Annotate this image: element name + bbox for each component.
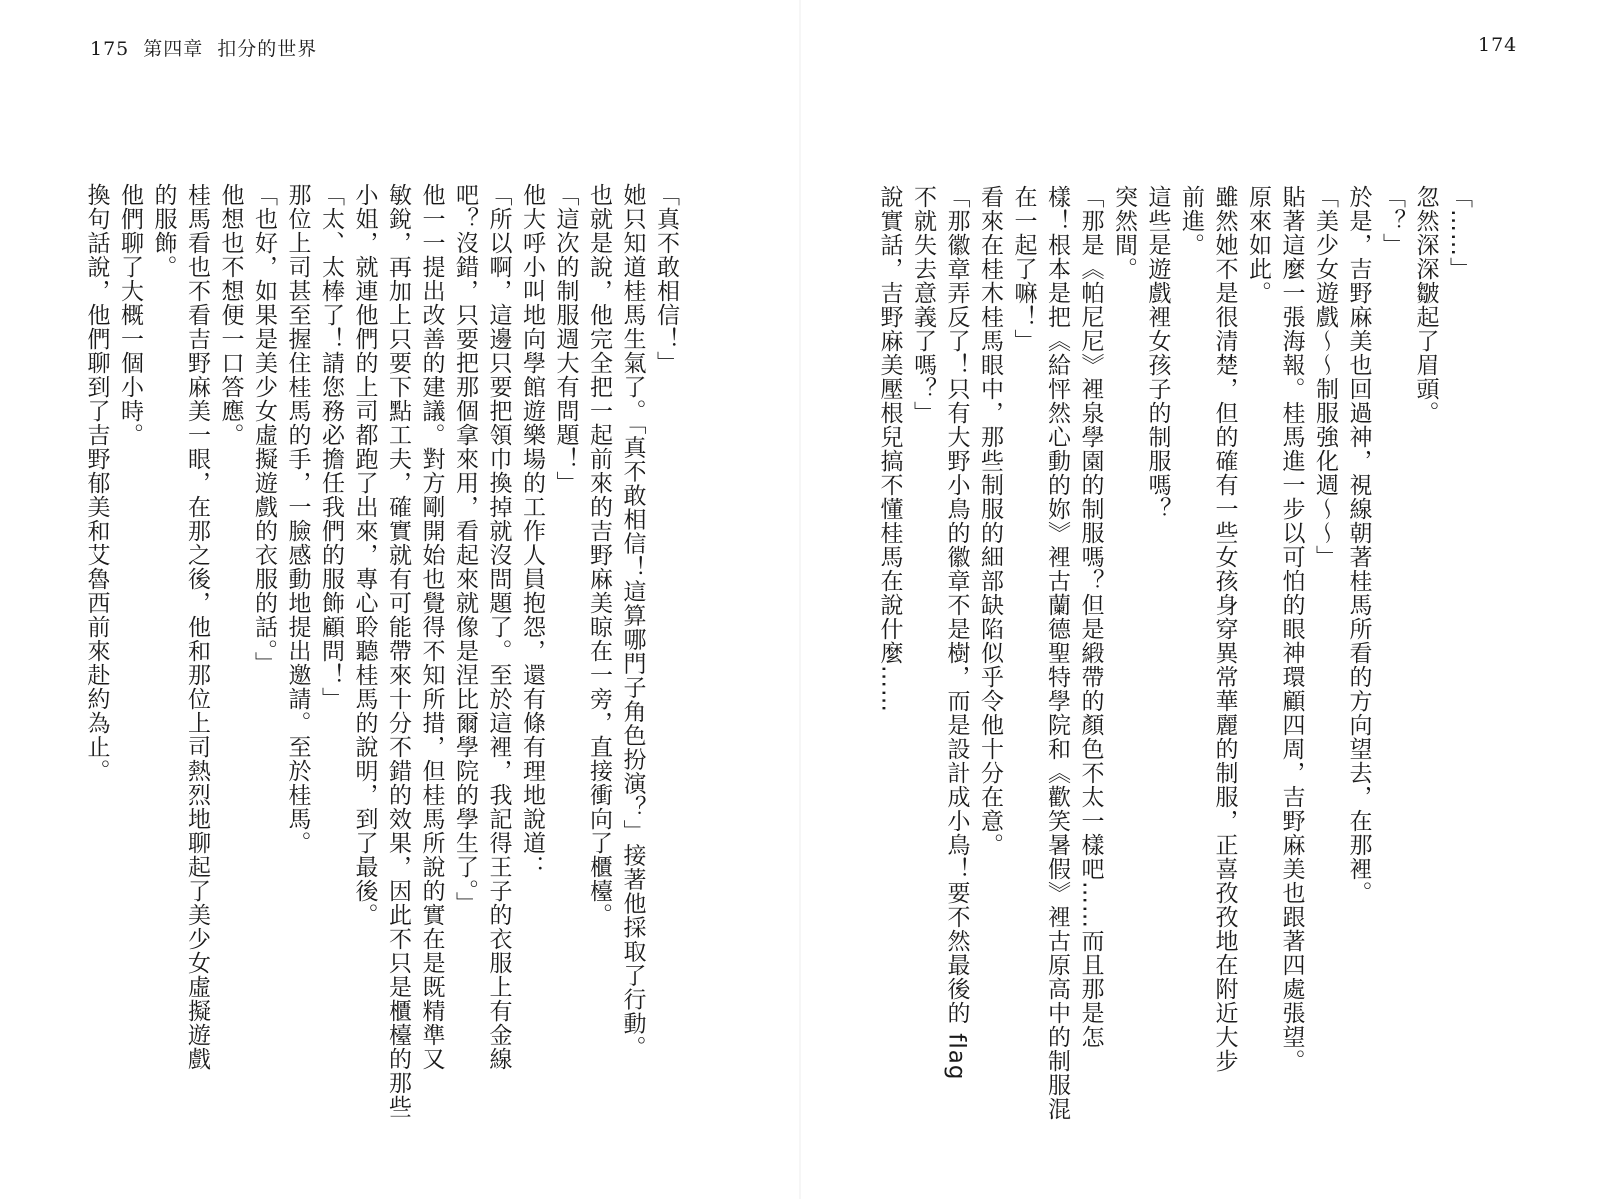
text-line: 看來在桂木桂馬眼中，那些制服的細部缺陷似乎令他十分在意。 (977, 185, 1003, 857)
text-line: 「太、太棒了！請您務必擔任我們的服飾顧問！」 (318, 183, 344, 711)
text-line: 這些是遊戲裡女孩子的制服嗎？ (1144, 185, 1171, 521)
text-line: 不就失去意義了嗎？」 (910, 185, 936, 425)
text-line: 他一一提出改善的建議。對方剛開始也覺得不知所措，但桂馬所說的實在是既精準又 (418, 183, 445, 1071)
chapter-title: 扣分的世界 (217, 38, 318, 60)
text-line: 他想也不想便一口答應。 (217, 183, 244, 447)
text-line: 桂馬看也不看吉野麻美一眼，在那之後，他和那位上司熱烈地聊起了美少女虛擬遊戲 (184, 183, 210, 1071)
text-line: 於是，吉野麻美也回過神，視線朝著桂馬所看的方向望去，在那裡。 (1345, 185, 1372, 905)
text-line: 「也好，如果是美少女虛擬遊戲的衣服的話。」 (251, 183, 277, 676)
text-line: 吧？沒錯，只要把那個拿來用，看起來就像是涅比爾學院的學生了。」 (452, 183, 478, 916)
text-line: 「那是《帕尼尼》裡泉學園的制服嗎？但是緞帶的顏色不太一樣吧……而且那是怎 (1077, 185, 1104, 1049)
text-line: 貼著這麼一張海報。桂馬進一步以可怕的眼神環顧四周，吉野麻美也跟著四處張望。 (1278, 185, 1305, 1073)
text-line: 「所以啊，這邊只要把領巾換掉就沒問題了。至於這裡，我記得王子的衣服上有金線 (485, 183, 512, 1071)
text-line: 「美少女遊戲～～制服強化週～～」 (1312, 185, 1338, 569)
text-line: 樣！根本是把《給怦然心動的妳》裡古蘭德聖特學院和《歡笑暑假》裡古原高中的制服混 (1044, 185, 1070, 1121)
text-line: 原來如此。 (1245, 185, 1271, 305)
text-line: 說實話，吉野麻美壓根兒搞不懂桂馬在說什麼…… (876, 185, 903, 713)
text-line: 那位上司甚至握住桂馬的手，一臉感動地提出邀請。至於桂馬。 (284, 183, 311, 855)
text-line: 換句話說，他們聊到了吉野郁美和艾魯西前來赴約為止。 (83, 183, 110, 783)
text-line: 在一起了嘛！」 (1010, 185, 1037, 353)
text-line: 突然間。 (1111, 185, 1137, 281)
text-line: 忽然深深皺起了眉頭。 (1412, 185, 1439, 425)
page-gutter (799, 0, 801, 1199)
left-page-header (90, 34, 317, 61)
left-page-text (83, 183, 682, 1119)
text-line: 敏銳，再加上只要下點工夫，確實就有可能帶來十分不錯的效果，因此不只是櫃檯的那些 (385, 183, 411, 1119)
text-line: 的服飾。 (150, 183, 177, 279)
text-line: 「真不敢相信！」 (653, 183, 679, 375)
chapter-label: 第四章 (143, 38, 204, 60)
left-page-number: 175 (90, 38, 130, 60)
right-page-header (1478, 34, 1517, 56)
text-line: 前進。 (1178, 185, 1204, 257)
text-line: 她只知道桂馬生氣了。「真不敢相信！這算哪門子角色扮演？」接著他採取了行動。 (619, 183, 646, 1060)
text-line: 他大呼小叫地向學館遊樂場的工作人員抱怨，還有條有理地說道： (519, 183, 545, 879)
text-line: 也就是說，他完全把一起前來的吉野麻美晾在一旁，直接衝向了櫃檯。 (586, 183, 612, 927)
text-line: 他們聊了大概一個小時。 (117, 183, 143, 447)
text-line: 「？」 (1379, 185, 1405, 257)
right-page-text (876, 185, 1475, 1121)
right-page-number: 174 (1478, 34, 1518, 56)
text-line: 「這次的制服週大有問題！」 (552, 183, 579, 495)
text-line: 雖然她不是很清楚，但的確有一些女孩身穿異常華麗的制服，正喜孜孜地在附近大步 (1211, 185, 1238, 1073)
text-line: 「……」 (1446, 185, 1472, 281)
text-line: 「那徽章弄反了！只有大野小鳥的徽章不是樹，而是設計成小鳥！要不然最後的 flag (943, 185, 970, 1081)
text-line: 小姐，就連他們的上司都跑了出來，專心聆聽桂馬的說明，到了最後。 (351, 183, 378, 927)
